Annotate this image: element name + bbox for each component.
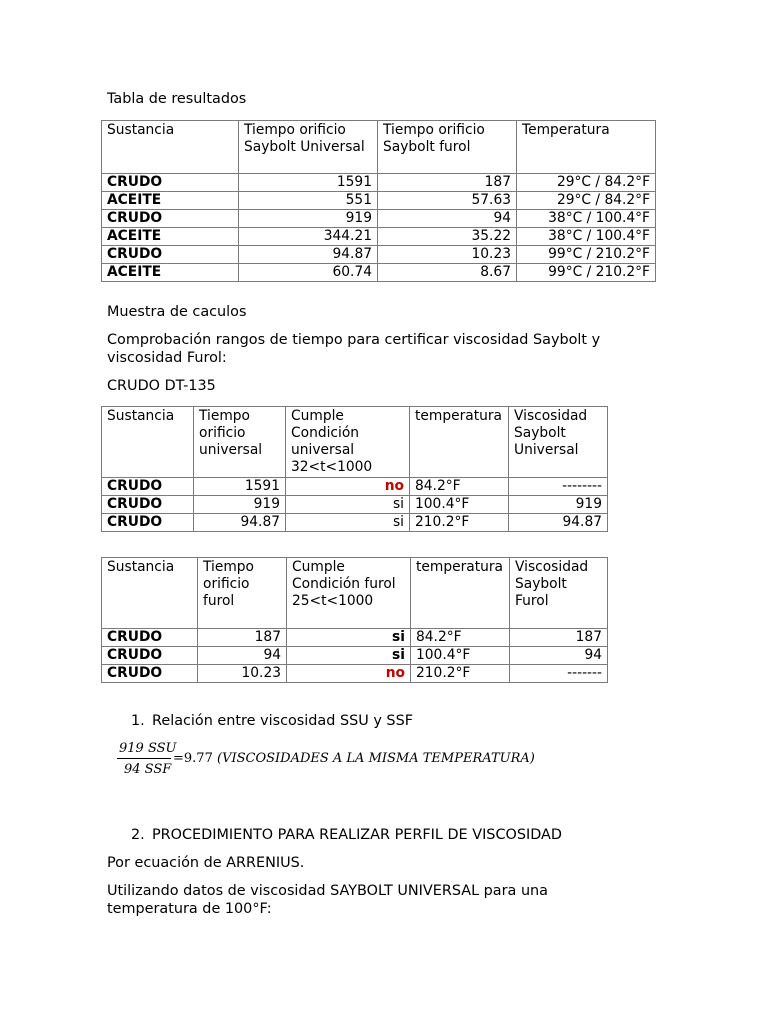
table-row [102, 478, 608, 496]
header-cell: Tiempo orificio universal [194, 407, 286, 478]
table-cell: ACEITE [102, 228, 239, 246]
muestra-heading: Muestra de caculos [107, 304, 247, 320]
table-header-row [102, 121, 656, 174]
table-cell: CRUDO [102, 210, 239, 228]
table-cell: 99°C / 210.2°F [517, 246, 656, 264]
formula-note: (VISCOSIDADES A LA MISMA TEMPERATURA) [217, 751, 535, 766]
table1-title: Tabla de resultados [107, 91, 247, 107]
table-cell: 29°C / 84.2°F [517, 174, 656, 192]
header-cell: Temperatura [517, 121, 656, 174]
header-cell: temperatura [411, 558, 510, 629]
table-cell: 29°C / 84.2°F [517, 192, 656, 210]
table-cell: 38°C / 100.4°F [517, 228, 656, 246]
table-cell: 187 [198, 629, 287, 647]
table-row [102, 246, 656, 264]
table-cell: 94.87 [194, 514, 286, 532]
header-cell: temperatura [410, 407, 509, 478]
table-cell: 919 [239, 210, 378, 228]
table-row [102, 228, 656, 246]
crudo-label: CRUDO DT-135 [107, 378, 216, 394]
header-cell: Sustancia [102, 558, 198, 629]
table-cell: ACEITE [102, 192, 239, 210]
table-cell: 57.63 [378, 192, 517, 210]
header-cell: Viscosidad Saybolt Universal [509, 407, 608, 478]
results-table [101, 120, 656, 282]
table-cell: CRUDO [102, 514, 194, 532]
table-cell: 919 [509, 496, 608, 514]
table-cell: CRUDO [102, 647, 198, 665]
table-cell: -------- [509, 478, 608, 496]
header-cell: Viscosidad Saybolt Furol [510, 558, 608, 629]
table-header-row [102, 407, 608, 478]
table-cell: CRUDO [102, 496, 194, 514]
table-header-row [102, 558, 608, 629]
header-cell: Sustancia [102, 121, 239, 174]
table-cell: 1591 [194, 478, 286, 496]
header-cell: Sustancia [102, 407, 194, 478]
table-row [102, 629, 608, 647]
table-row [102, 210, 656, 228]
header-cell: Tiempo orificio Saybolt furol [378, 121, 517, 174]
formula-result: =9.77 [173, 751, 213, 766]
header-cell: Cumple Condición universal 32<t<1000 [286, 407, 410, 478]
status-cell: si [287, 647, 411, 665]
table-row [102, 514, 608, 532]
table-cell: 8.67 [378, 264, 517, 282]
table-cell: 187 [378, 174, 517, 192]
header-cell: Tiempo orificio furol [198, 558, 287, 629]
list-item-2: PROCEDIMIENTO PARA REALIZAR PERFIL DE VISCOSIDAD [152, 827, 562, 843]
status-cell: no [287, 665, 411, 683]
ratio-formula [117, 740, 537, 780]
list-item-1: Relación entre viscosidad SSU y SSF [152, 713, 413, 729]
table-cell: CRUDO [102, 629, 198, 647]
table-cell: 210.2°F [410, 514, 509, 532]
table-cell: 99°C / 210.2°F [517, 264, 656, 282]
fraction-bar [117, 758, 171, 759]
table-cell: 94.87 [239, 246, 378, 264]
list-number: 2. [131, 827, 145, 843]
table-row [102, 174, 656, 192]
table-cell: 210.2°F [411, 665, 510, 683]
table-cell: 100.4°F [410, 496, 509, 514]
table-cell: 94 [378, 210, 517, 228]
furol-table [101, 557, 608, 683]
status-cell: si [286, 496, 410, 514]
table-cell: CRUDO [102, 665, 198, 683]
table-row [102, 665, 608, 683]
formula-numerator: 919 SSU [119, 741, 177, 756]
table-cell: 919 [194, 496, 286, 514]
table-cell: CRUDO [102, 246, 239, 264]
table-cell: 344.21 [239, 228, 378, 246]
table-cell: 551 [239, 192, 378, 210]
list-number: 1. [131, 713, 145, 729]
comprobacion-paragraph: Comprobación rangos de tiempo para certificar viscosidad Saybolt y viscosidad Furol: [107, 332, 601, 366]
table-cell: ------- [510, 665, 608, 683]
table-cell: 60.74 [239, 264, 378, 282]
table-cell: 100.4°F [411, 647, 510, 665]
table-cell: 35.22 [378, 228, 517, 246]
table-cell: 94.87 [509, 514, 608, 532]
table-cell: 38°C / 100.4°F [517, 210, 656, 228]
status-cell: no [286, 478, 410, 496]
formula-denominator: 94 SSF [124, 762, 172, 777]
table-row [102, 496, 608, 514]
universal-table [101, 406, 608, 532]
table-cell: 10.23 [198, 665, 287, 683]
table-cell: 187 [510, 629, 608, 647]
header-cell: Tiempo orificio Saybolt Universal [239, 121, 378, 174]
table-cell: CRUDO [102, 478, 194, 496]
table-row [102, 264, 656, 282]
table-cell: ACEITE [102, 264, 239, 282]
utilizando-paragraph: Utilizando datos de viscosidad SAYBOLT UNIVERSAL para una temperatura de 100°F: [107, 883, 548, 917]
table-cell: 84.2°F [410, 478, 509, 496]
table-cell: 94 [510, 647, 608, 665]
status-cell: si [286, 514, 410, 532]
table-cell: CRUDO [102, 174, 239, 192]
arrenius-line: Por ecuación de ARRENIUS. [107, 855, 305, 871]
status-cell: si [287, 629, 411, 647]
table-cell: 84.2°F [411, 629, 510, 647]
table-row [102, 192, 656, 210]
table-cell: 10.23 [378, 246, 517, 264]
table-cell: 94 [198, 647, 287, 665]
table-row [102, 647, 608, 665]
table-cell: 1591 [239, 174, 378, 192]
header-cell: Cumple Condición furol 25<t<1000 [287, 558, 411, 629]
